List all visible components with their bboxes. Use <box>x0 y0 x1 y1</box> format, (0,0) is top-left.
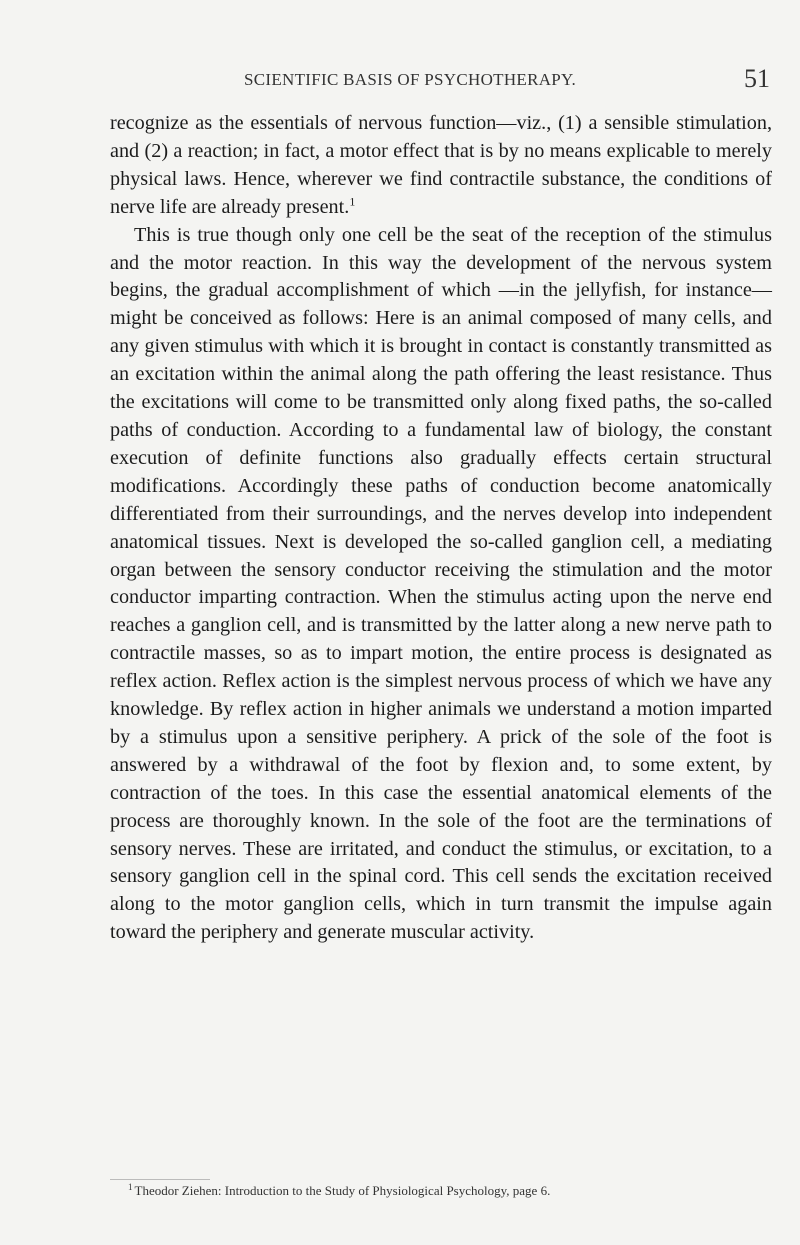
body-text <box>110 110 772 947</box>
paragraph-text: recognize as the essentials of nervous function—viz., (1) a sensible stimulation, and (2) a reaction; in fact, a motor effect that is by no means explicable to merely physical laws. Hence, wherever we find contractile substance, the conditions of nerve life are already present. <box>110 112 772 218</box>
footnote-reference[interactable]: 1 <box>349 193 356 208</box>
footnote-mark: 1 <box>128 1181 133 1192</box>
paragraph-continued <box>110 110 772 222</box>
paragraph-text: This is true though only one cell be the seat of the reception of the stimulus and the motor reaction. In this way the development of the nervous system begins, the gradual accomplishment of which —in the jellyfish, for instance—might be conceived as follows: Here is an animal composed of many cells, and any given stimulus with which it is brought in contact is constantly transmitted as an excitation within the animal along the path offering the least resistance. Thus the excitations will come to be transmitted only along fixed paths, the so-called paths of conduction. According to a fundamental law of biology, the constant execution of definite functions also gradually effects certain structural modifications. Accordingly these paths of conduction become anatomically differentiated from their surroundings, and the nerves develop into independent anatomical tissues. Next is developed the so-called ganglion cell, a mediating organ between the sensory conductor receiving the stimulation and the motor conductor imparting contraction. When the stimulus acting upon the nerve end reaches a ganglion cell, and is transmitted by the latter along a new nerve path to contractile masses, so as to impart motion, the entire process is designated as reflex action. Reflex action is the simplest nervous process of which we have any knowledge. By reflex action in higher animals we understand a motion imparted by a stimulus upon a sensitive periphery. A prick of the sole of the foot is answered by a withdrawal of the foot by flexion and, to some extent, by contraction of the toes. In this case the essential anatomical elements of the process are thoroughly known. In the sole of the foot are the terminations of sensory nerves. These are irritated, and conduct the stimulus, or excitation, to a sensory ganglion cell in the spinal cord. This cell sends the excitation received along to the motor ganglion cells, which in turn transmit the impulse again toward the periphery and generate muscular activity. <box>110 223 772 944</box>
footnote-divider <box>110 1179 210 1180</box>
footnote <box>128 1183 778 1199</box>
footnote-text: Theodor Ziehen: Introduction to the Study of Physiological Psychology, page 6. <box>134 1183 551 1198</box>
running-head <box>110 64 770 94</box>
running-title: SCIENTIFIC BASIS OF PSYCHOTHERAPY. <box>243 70 576 89</box>
paragraph <box>110 222 772 948</box>
page-number: 51 <box>744 64 770 93</box>
